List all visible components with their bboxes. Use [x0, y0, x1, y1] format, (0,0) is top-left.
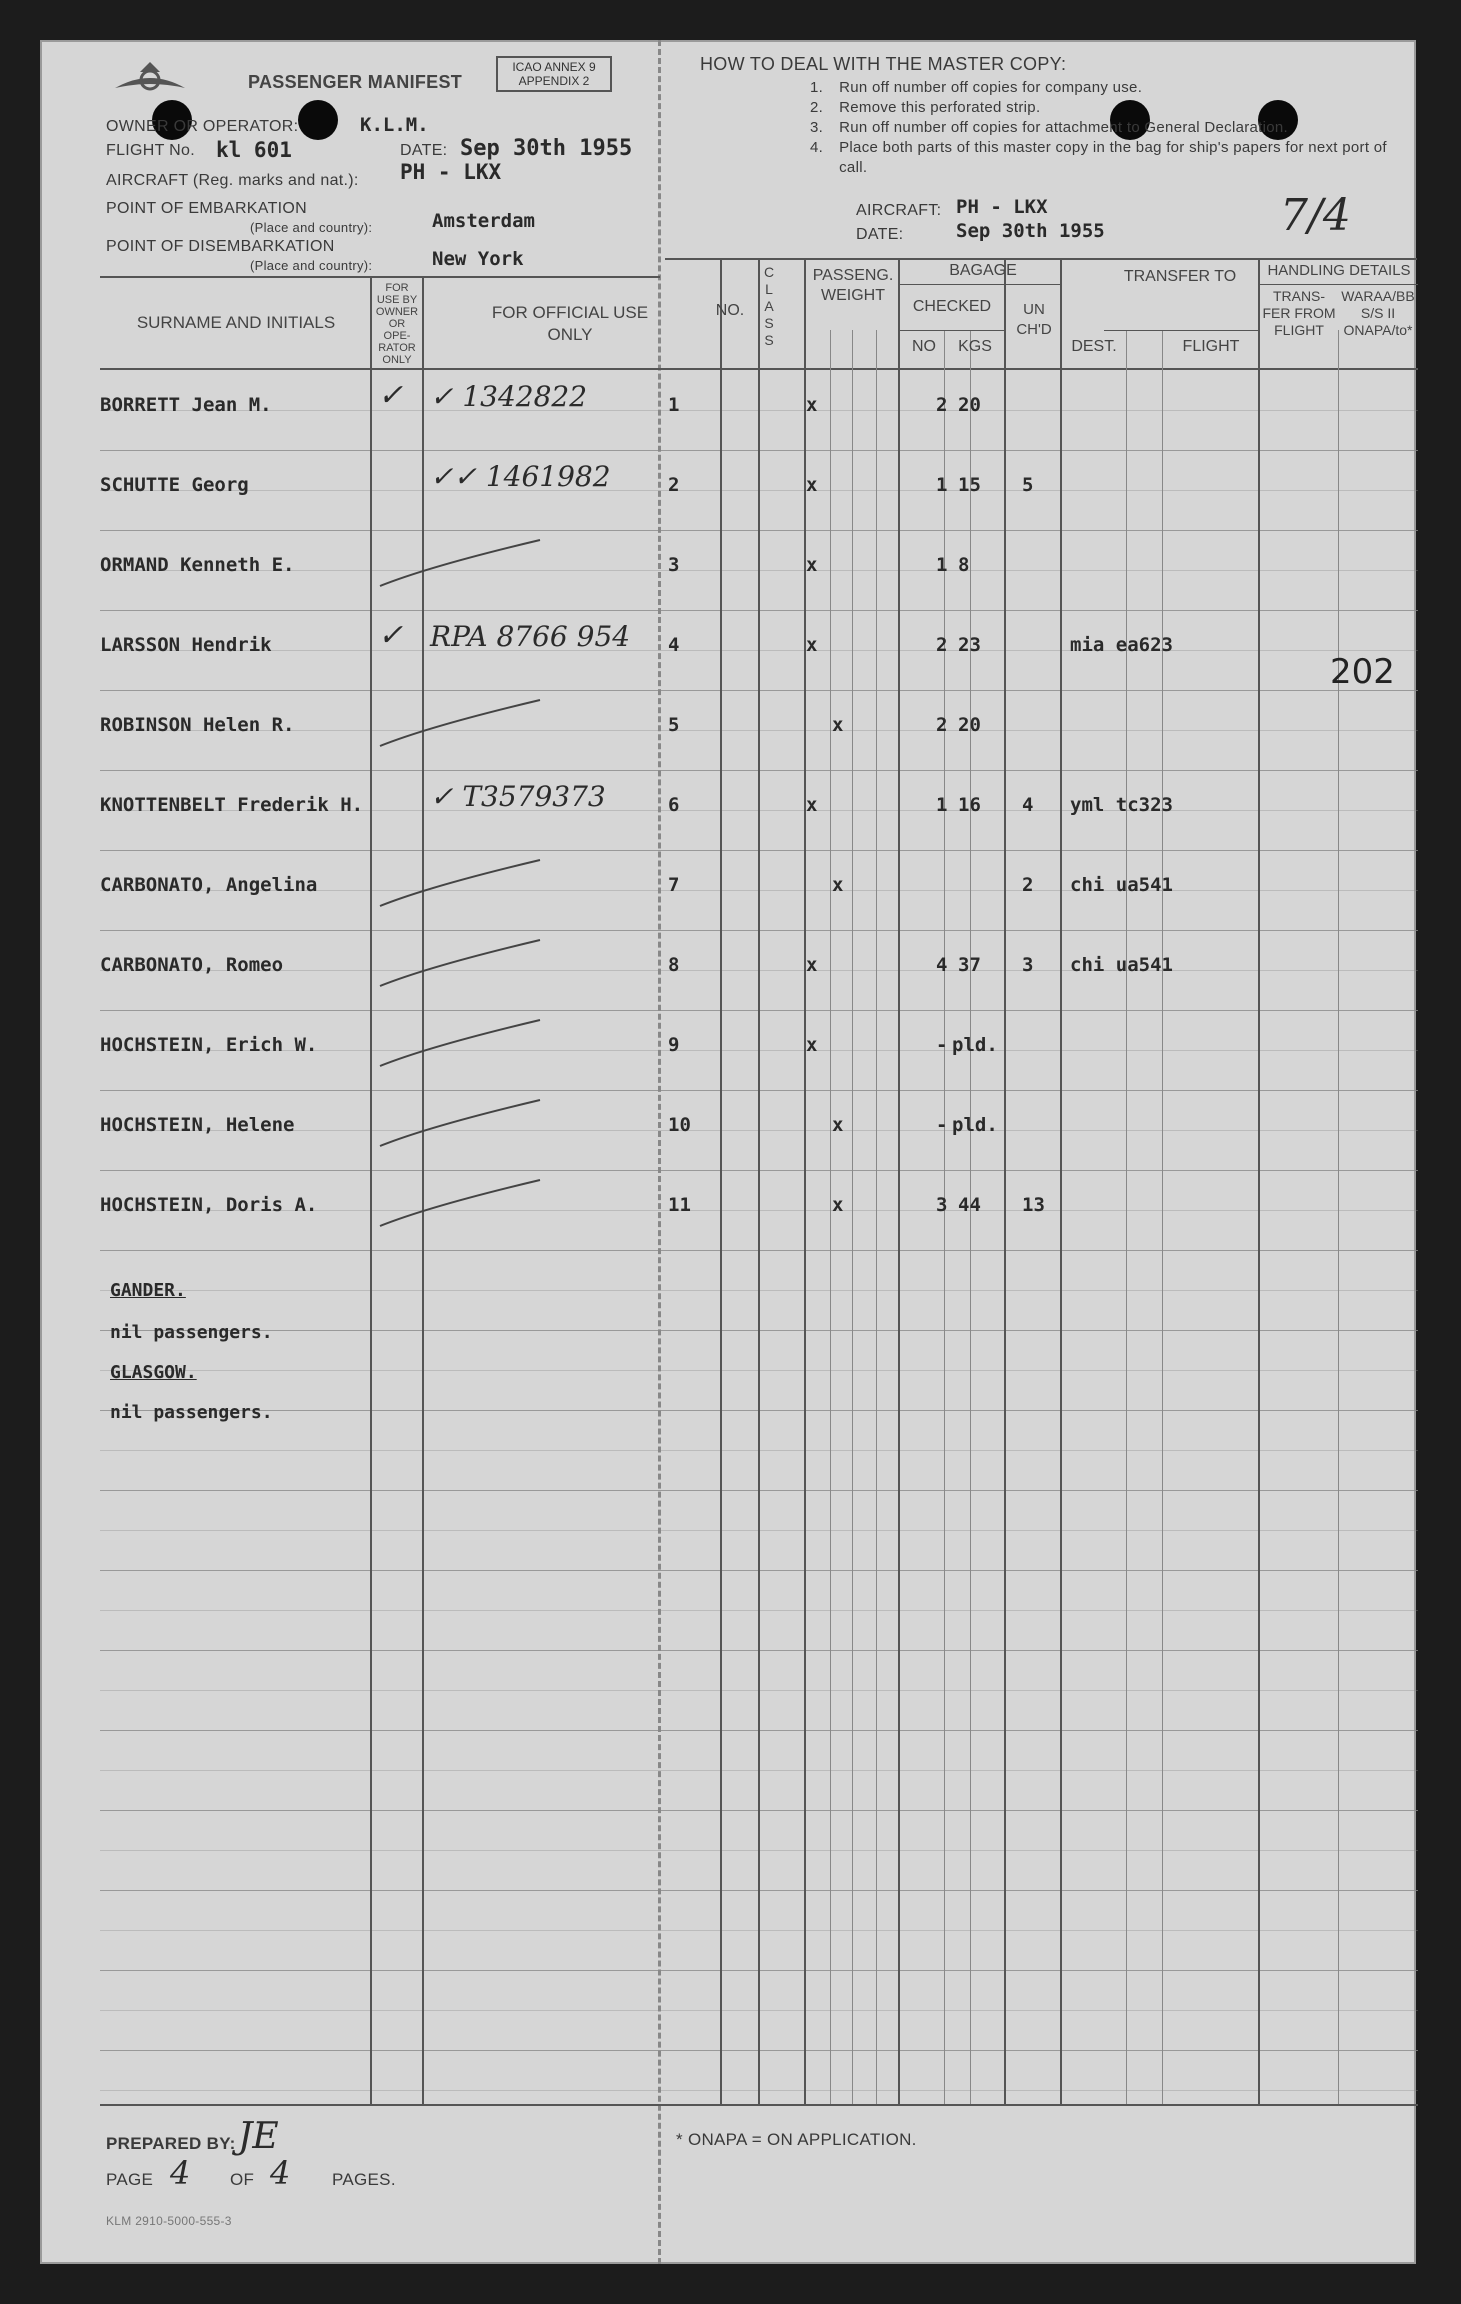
- passenger-no: 2: [668, 474, 680, 496]
- master-date-label: DATE:: [856, 226, 904, 243]
- of-value: 4: [270, 2154, 291, 2192]
- bag-kgs: pld.: [952, 1034, 998, 1056]
- embark-sub: (Place and country):: [250, 220, 373, 235]
- pen-stroke: [370, 936, 550, 996]
- owner-check: ✓: [378, 378, 404, 413]
- bag-kgs: 16: [958, 794, 981, 816]
- class-mark: x: [832, 714, 844, 736]
- checked-subline: [898, 330, 1004, 331]
- table-row: [40, 610, 1416, 690]
- header-owner-use: FOR USE BY OWNER OR OPE- RATOR ONLY: [375, 282, 419, 366]
- official-use-entry: ✓ T3579373: [430, 780, 606, 813]
- pen-stroke: [370, 1176, 550, 1236]
- header-checked: CHECKED: [912, 298, 992, 315]
- bag-count: -: [936, 1034, 948, 1056]
- note-glasgow: GLASGOW.: [110, 1362, 197, 1383]
- class-mark: x: [832, 1114, 844, 1136]
- header-bag-no: NO: [912, 338, 936, 355]
- owner-label: OWNER OR OPERATOR:: [106, 118, 299, 135]
- master-step: 1. Run off number off copies for company use.: [810, 79, 1143, 96]
- passenger-name: KNOTTENBELT Frederik H.: [100, 794, 364, 816]
- class-mark: x: [806, 474, 818, 496]
- master-step: 4. Place both parts of this master copy in the bag for ship's papers for next port of call.: [810, 139, 1387, 176]
- note-gander: GANDER.: [110, 1280, 186, 1301]
- table-row: [40, 1010, 1416, 1090]
- passenger-name: SCHUTTE Georg: [100, 474, 249, 496]
- transfer-entry: yml tc323: [1070, 794, 1173, 816]
- owner-check: ✓: [378, 618, 404, 653]
- bag-count: 2: [936, 714, 948, 736]
- header-surname: SURNAME AND INITIALS: [136, 313, 336, 332]
- prepared-label: PREPARED BY:: [106, 2134, 236, 2153]
- official-use-entry: RPA 8766 954: [430, 620, 631, 653]
- handwritten-mark: 7/4: [1280, 190, 1351, 241]
- table-row: [40, 930, 1416, 1010]
- date-label: DATE:: [400, 142, 448, 159]
- bag-count: -: [936, 1114, 948, 1136]
- class-mark: x: [806, 554, 818, 576]
- flight-label: FLIGHT No.: [106, 142, 195, 159]
- manifest-sheet: [40, 40, 1416, 2264]
- embark-label: POINT OF EMBARKATION: [106, 200, 307, 217]
- disembark-value: New York: [432, 248, 524, 270]
- header-dest: DEST.: [1071, 338, 1117, 355]
- bag-kgs: 20: [958, 394, 981, 416]
- table-row: [40, 690, 1416, 770]
- bag-kgs: 8: [958, 554, 970, 576]
- unchecked-bags: 3: [1022, 954, 1034, 976]
- pen-stroke: [370, 856, 550, 916]
- passenger-name: CARBONATO, Romeo: [100, 954, 284, 976]
- page-label: PAGE: [106, 2170, 154, 2189]
- table-row: [40, 1170, 1416, 1250]
- passenger-no: 5: [668, 714, 680, 736]
- header-waraa: WARAA/BB S/S II ONAPA/to*: [1341, 288, 1415, 338]
- page-value: 4: [170, 2154, 191, 2192]
- handling-subline: [1258, 284, 1418, 285]
- pen-stroke: [370, 1016, 550, 1076]
- table-bottom-line: [100, 2104, 1418, 2106]
- passenger-name: HOCHSTEIN, Erich W.: [100, 1034, 318, 1056]
- aircraft-label: AIRCRAFT (Reg. marks and nat.):: [106, 172, 359, 189]
- bag-kgs: 23: [958, 634, 981, 656]
- master-copy-steps: [810, 78, 1450, 178]
- onapa-note: * ONAPA = ON APPLICATION.: [676, 2130, 917, 2149]
- passenger-name: HOCHSTEIN, Helene: [100, 1114, 295, 1136]
- header-official-use: FOR OFFICIAL USE ONLY: [491, 303, 649, 344]
- transfer-entry: mia ea623: [1070, 634, 1173, 656]
- note-nil-2: nil passengers.: [110, 1402, 273, 1423]
- class-mark: x: [832, 874, 844, 896]
- punch-hole: [298, 100, 338, 140]
- table-row: [40, 530, 1416, 610]
- class-mark: x: [806, 634, 818, 656]
- bag-count: 1: [936, 554, 948, 576]
- aircraft-value: PH - LKX: [400, 160, 502, 184]
- class-mark: x: [806, 794, 818, 816]
- bag-kgs: pld.: [952, 1114, 998, 1136]
- class-mark: x: [806, 954, 818, 976]
- unchecked-bags: 5: [1022, 474, 1034, 496]
- header-bag-kgs: KGS: [958, 338, 992, 355]
- klm-crown-logo: [110, 58, 190, 108]
- pen-stroke: [370, 536, 550, 596]
- form-code: KLM 2910-5000-555-3: [106, 2214, 232, 2228]
- passenger-no: 9: [668, 1034, 680, 1056]
- pen-stroke: [370, 1096, 550, 1156]
- unchecked-bags: 13: [1022, 1194, 1045, 1216]
- flight-value: kl 601: [216, 138, 292, 162]
- bag-count: 2: [936, 394, 948, 416]
- master-step: 3. Run off number off copies for attachment to General Declaration.: [810, 119, 1289, 136]
- bagage-subline: [898, 284, 1060, 285]
- table-top-line-right: [665, 258, 1417, 260]
- class-mark: x: [832, 1194, 844, 1216]
- header-transfer-from: TRANS- FER FROM FLIGHT: [1262, 288, 1336, 338]
- table-row: [40, 850, 1416, 930]
- unchecked-bags: 2: [1022, 874, 1034, 896]
- header-flight: FLIGHT: [1182, 338, 1240, 355]
- table-row: [40, 370, 1416, 450]
- passenger-name: LARSSON Hendrik: [100, 634, 272, 656]
- of-label: OF: [230, 2170, 255, 2189]
- bag-kgs: 15: [958, 474, 981, 496]
- bag-count: 1: [936, 474, 948, 496]
- passenger-no: 10: [668, 1114, 691, 1136]
- passenger-no: 3: [668, 554, 680, 576]
- bag-count: 3: [936, 1194, 948, 1216]
- header-class: CLASS: [763, 264, 775, 348]
- master-aircraft-value: PH - LKX: [956, 196, 1048, 218]
- transfer-entry: chi ua541: [1070, 954, 1173, 976]
- bag-count: 2: [936, 634, 948, 656]
- bag-kgs: 37: [958, 954, 981, 976]
- owner-value: K.L.M.: [360, 114, 429, 136]
- passenger-no: 6: [668, 794, 680, 816]
- header-no: NO.: [715, 302, 745, 319]
- table-row: [40, 770, 1416, 850]
- pages-label: PAGES.: [332, 2170, 396, 2189]
- bag-count: 4: [936, 954, 948, 976]
- passenger-no: 7: [668, 874, 680, 896]
- passenger-name: ROBINSON Helen R.: [100, 714, 295, 736]
- unchecked-bags: 4: [1022, 794, 1034, 816]
- icao-line2: APPENDIX 2: [518, 74, 590, 88]
- passenger-no: 4: [668, 634, 680, 656]
- table-row: [40, 1090, 1416, 1170]
- master-step: 2. Remove this perforated strip.: [810, 99, 1041, 116]
- class-mark: x: [806, 394, 818, 416]
- passenger-no: 1: [668, 394, 680, 416]
- table-top-line: [100, 276, 660, 278]
- manifest-title: PASSENGER MANIFEST: [248, 72, 463, 92]
- note-nil-1: nil passengers.: [110, 1322, 273, 1343]
- passenger-name: CARBONATO, Angelina: [100, 874, 318, 896]
- table-row: [40, 450, 1416, 530]
- master-aircraft-label: AIRCRAFT:: [856, 202, 942, 219]
- header-passeng-weight: PASSENG. WEIGHT: [812, 267, 894, 304]
- master-date-value: Sep 30th 1955: [956, 220, 1105, 242]
- header-unchd: UN CH'D: [1016, 301, 1052, 338]
- header-handling: HANDLING DETAILS: [1267, 262, 1411, 279]
- embark-value: Amsterdam: [432, 210, 535, 232]
- passenger-no: 11: [668, 1194, 691, 1216]
- icao-line1: ICAO ANNEX 9: [512, 60, 596, 74]
- class-mark: x: [806, 1034, 818, 1056]
- bag-count: 1: [936, 794, 948, 816]
- icao-box: [496, 56, 612, 92]
- official-use-entry: ✓✓ 1461982: [430, 460, 611, 493]
- header-bagage: BAGAGE: [949, 262, 1017, 279]
- date-value: Sep 30th 1955: [460, 136, 633, 161]
- disembark-sub: (Place and country):: [250, 258, 373, 273]
- header-transfer-to: TRANSFER TO: [1123, 268, 1237, 285]
- passenger-name: HOCHSTEIN, Doris A.: [100, 1194, 318, 1216]
- transfer-entry: chi ua541: [1070, 874, 1173, 896]
- side-number: 202: [1330, 652, 1395, 692]
- prepared-value: JE: [238, 2116, 279, 2157]
- bag-kgs: 20: [958, 714, 981, 736]
- passenger-name: BORRETT Jean M.: [100, 394, 272, 416]
- transfer-subline: [1104, 330, 1258, 331]
- master-copy-title: HOW TO DEAL WITH THE MASTER COPY:: [700, 54, 1067, 74]
- bag-kgs: 44: [958, 1194, 981, 1216]
- pen-stroke: [370, 696, 550, 756]
- disembark-label: POINT OF DISEMBARKATION: [106, 238, 335, 255]
- passenger-no: 8: [668, 954, 680, 976]
- passenger-name: ORMAND Kenneth E.: [100, 554, 295, 576]
- official-use-entry: ✓ 1342822: [430, 380, 588, 413]
